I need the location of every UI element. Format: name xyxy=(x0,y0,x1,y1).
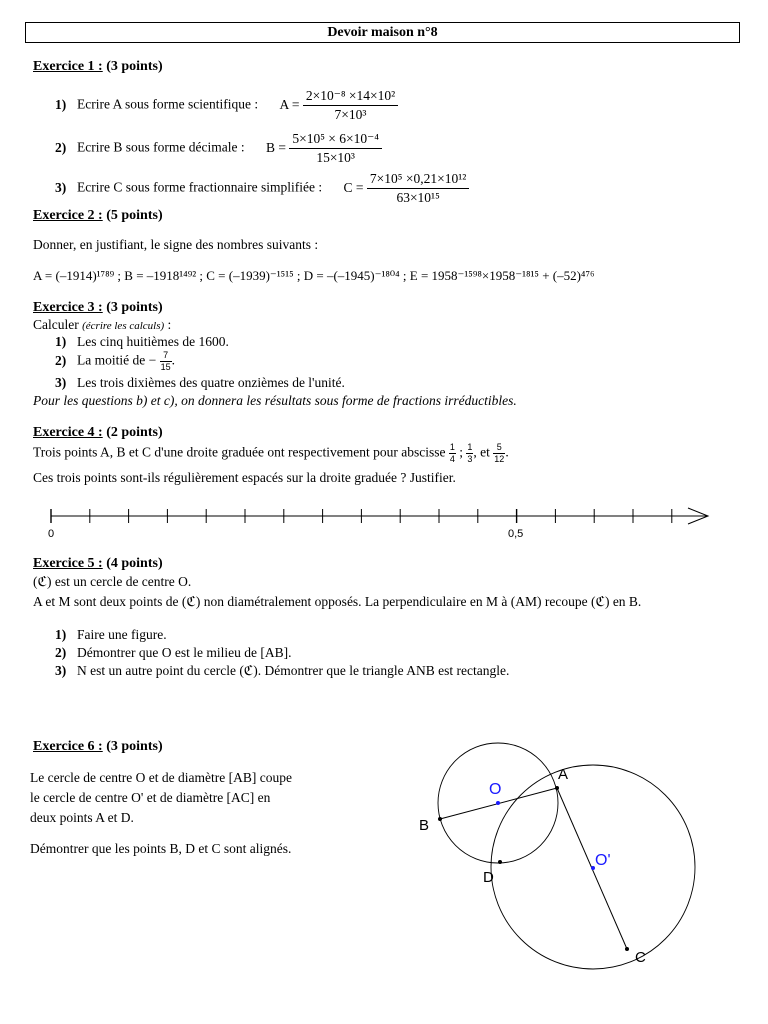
point-B xyxy=(438,817,442,821)
ex2-expression: A = (–1914)¹⁷⁸⁹ ; B = –1918¹⁴⁹² ; C = (–1939)⁻¹⁵¹⁵ ; D = –(–1945)⁻¹⁸⁰⁴ ; E = 1958⁻¹⁵⁹⁸×1958⁻¹⁸¹⁵ + (–52)⁴⁷⁶ xyxy=(33,268,595,283)
ex1-heading-label: Exercice 1 : xyxy=(33,59,103,74)
ex1-points: (3 points) xyxy=(106,59,163,74)
page-title: Devoir maison n°8 xyxy=(25,22,740,43)
graduated-axis xyxy=(40,503,720,543)
ex4-heading: Exercice 4 : (2 points) xyxy=(33,425,163,440)
ex3-q2-fraction: $\frac{7}{15}$ xyxy=(160,350,171,372)
ex6-heading: Exercice 6 : (3 points) xyxy=(33,739,163,754)
ex1-q2: 2) Ecrire B sous forme décimale : B = $\frac{\text{5×10⁵ × 6×10⁻⁴}}{\text{15×10³}}$ xyxy=(55,131,382,166)
ex1-heading xyxy=(33,59,163,75)
point-O xyxy=(496,801,500,805)
ex6-text-4: Démontrer que les points B, D et C sont alignés. xyxy=(30,841,292,856)
ex2-heading: Exercice 2 : (5 points) xyxy=(33,208,163,223)
ex4-fraction-2: $\frac{1}{3}$ xyxy=(467,442,473,464)
axis-label-half: 0,5 xyxy=(508,528,524,540)
label-B: B xyxy=(419,817,430,834)
ex3-calc: Calculer (écrire les calculs) : xyxy=(33,317,172,332)
ex5-heading: Exercice 5 : (4 points) xyxy=(33,556,163,571)
ex5-q3: 3) N est un autre point du cercle (ℭ). Démontrer que le triangle ANB est rectangle. xyxy=(55,663,510,678)
label-D: D xyxy=(483,869,494,886)
ex2-intro: Donner, en justifiant, le signe des nombres suivants : xyxy=(33,237,319,252)
ex3-q1: 1) Les cinq huitièmes de 1600. xyxy=(55,334,229,349)
ex6-figure xyxy=(400,735,700,975)
ex1-q2-fraction: $\frac{\text{5×10⁵ × 6×10⁻⁴}}{\text{15×10³}}$ xyxy=(289,131,382,166)
ex5-line2: A et M sont deux points de (ℭ) non diamétralement opposés. La perpendiculaire en M à (AM) recoupe (ℭ) en B. xyxy=(33,594,642,609)
ex6-text-3: deux points A et D. xyxy=(30,810,134,825)
point-C xyxy=(625,947,629,951)
ex5-line1: (ℭ) est un cercle de centre O. xyxy=(33,574,192,589)
ex5-q2: 2) Démontrer que O est le milieu de [AB]. xyxy=(55,645,292,660)
ex5-q1: 1) Faire une figure. xyxy=(55,627,167,642)
ex4-fraction-3: $\frac{5}{12}$ xyxy=(494,442,505,464)
ex4-line2: Ces trois points sont-ils régulièrement espacés sur la droite graduée ? Justifier. xyxy=(33,470,456,485)
ex4-line1: Trois points A, B et C d'une droite graduée ont respectivement pour abscisse $\frac{1}{4}$ ; $\frac{1}{3}$ , et $\frac{5}{12}$ . xyxy=(33,442,509,464)
point-D xyxy=(498,860,502,864)
ex4-fraction-1: $\frac{1}{4}$ xyxy=(449,442,455,464)
ex3-q2: 2) La moitié de − $\frac{7}{15}$ . xyxy=(55,350,175,372)
label-C: C xyxy=(635,949,646,966)
ex6-text-2: le cercle de centre O' et de diamètre [AC] en xyxy=(30,790,271,805)
ex1-q1-fraction: $\frac{\text{2×10⁻⁸ ×14×10²}}{\text{7×10³}}$ xyxy=(303,88,398,123)
ex3-q3: 3) Les trois dixièmes des quatre onzièmes de l'unité. xyxy=(55,375,345,390)
label-O-prime: O' xyxy=(595,852,611,869)
ex1-q3: 3) Ecrire C sous forme fractionnaire simplifiée : C = $\frac{\text{7×10⁵ ×0,21×10¹²}}{\text{63×10¹⁵}}$ xyxy=(55,171,469,206)
ex6-text-1: Le cercle de centre O et de diamètre [AB] coupe xyxy=(30,770,292,785)
ex3-note: Pour les questions b) et c), on donnera les résultats sous forme de fractions irréductibles. xyxy=(33,393,517,408)
point-A xyxy=(555,786,559,790)
label-O: O xyxy=(489,781,502,798)
ex1-q1: 1) Ecrire A sous forme scientifique : A = $\frac{\text{2×10⁻⁸ ×14×10²}}{\text{7×10³}}$ xyxy=(55,88,398,123)
label-A: A xyxy=(558,766,569,783)
ex1-q3-fraction: $\frac{\text{7×10⁵ ×0,21×10¹²}}{\text{63×10¹⁵}}$ xyxy=(367,171,469,206)
axis-label-zero: 0 xyxy=(48,528,55,540)
ex3-heading: Exercice 3 : (3 points) xyxy=(33,300,163,315)
